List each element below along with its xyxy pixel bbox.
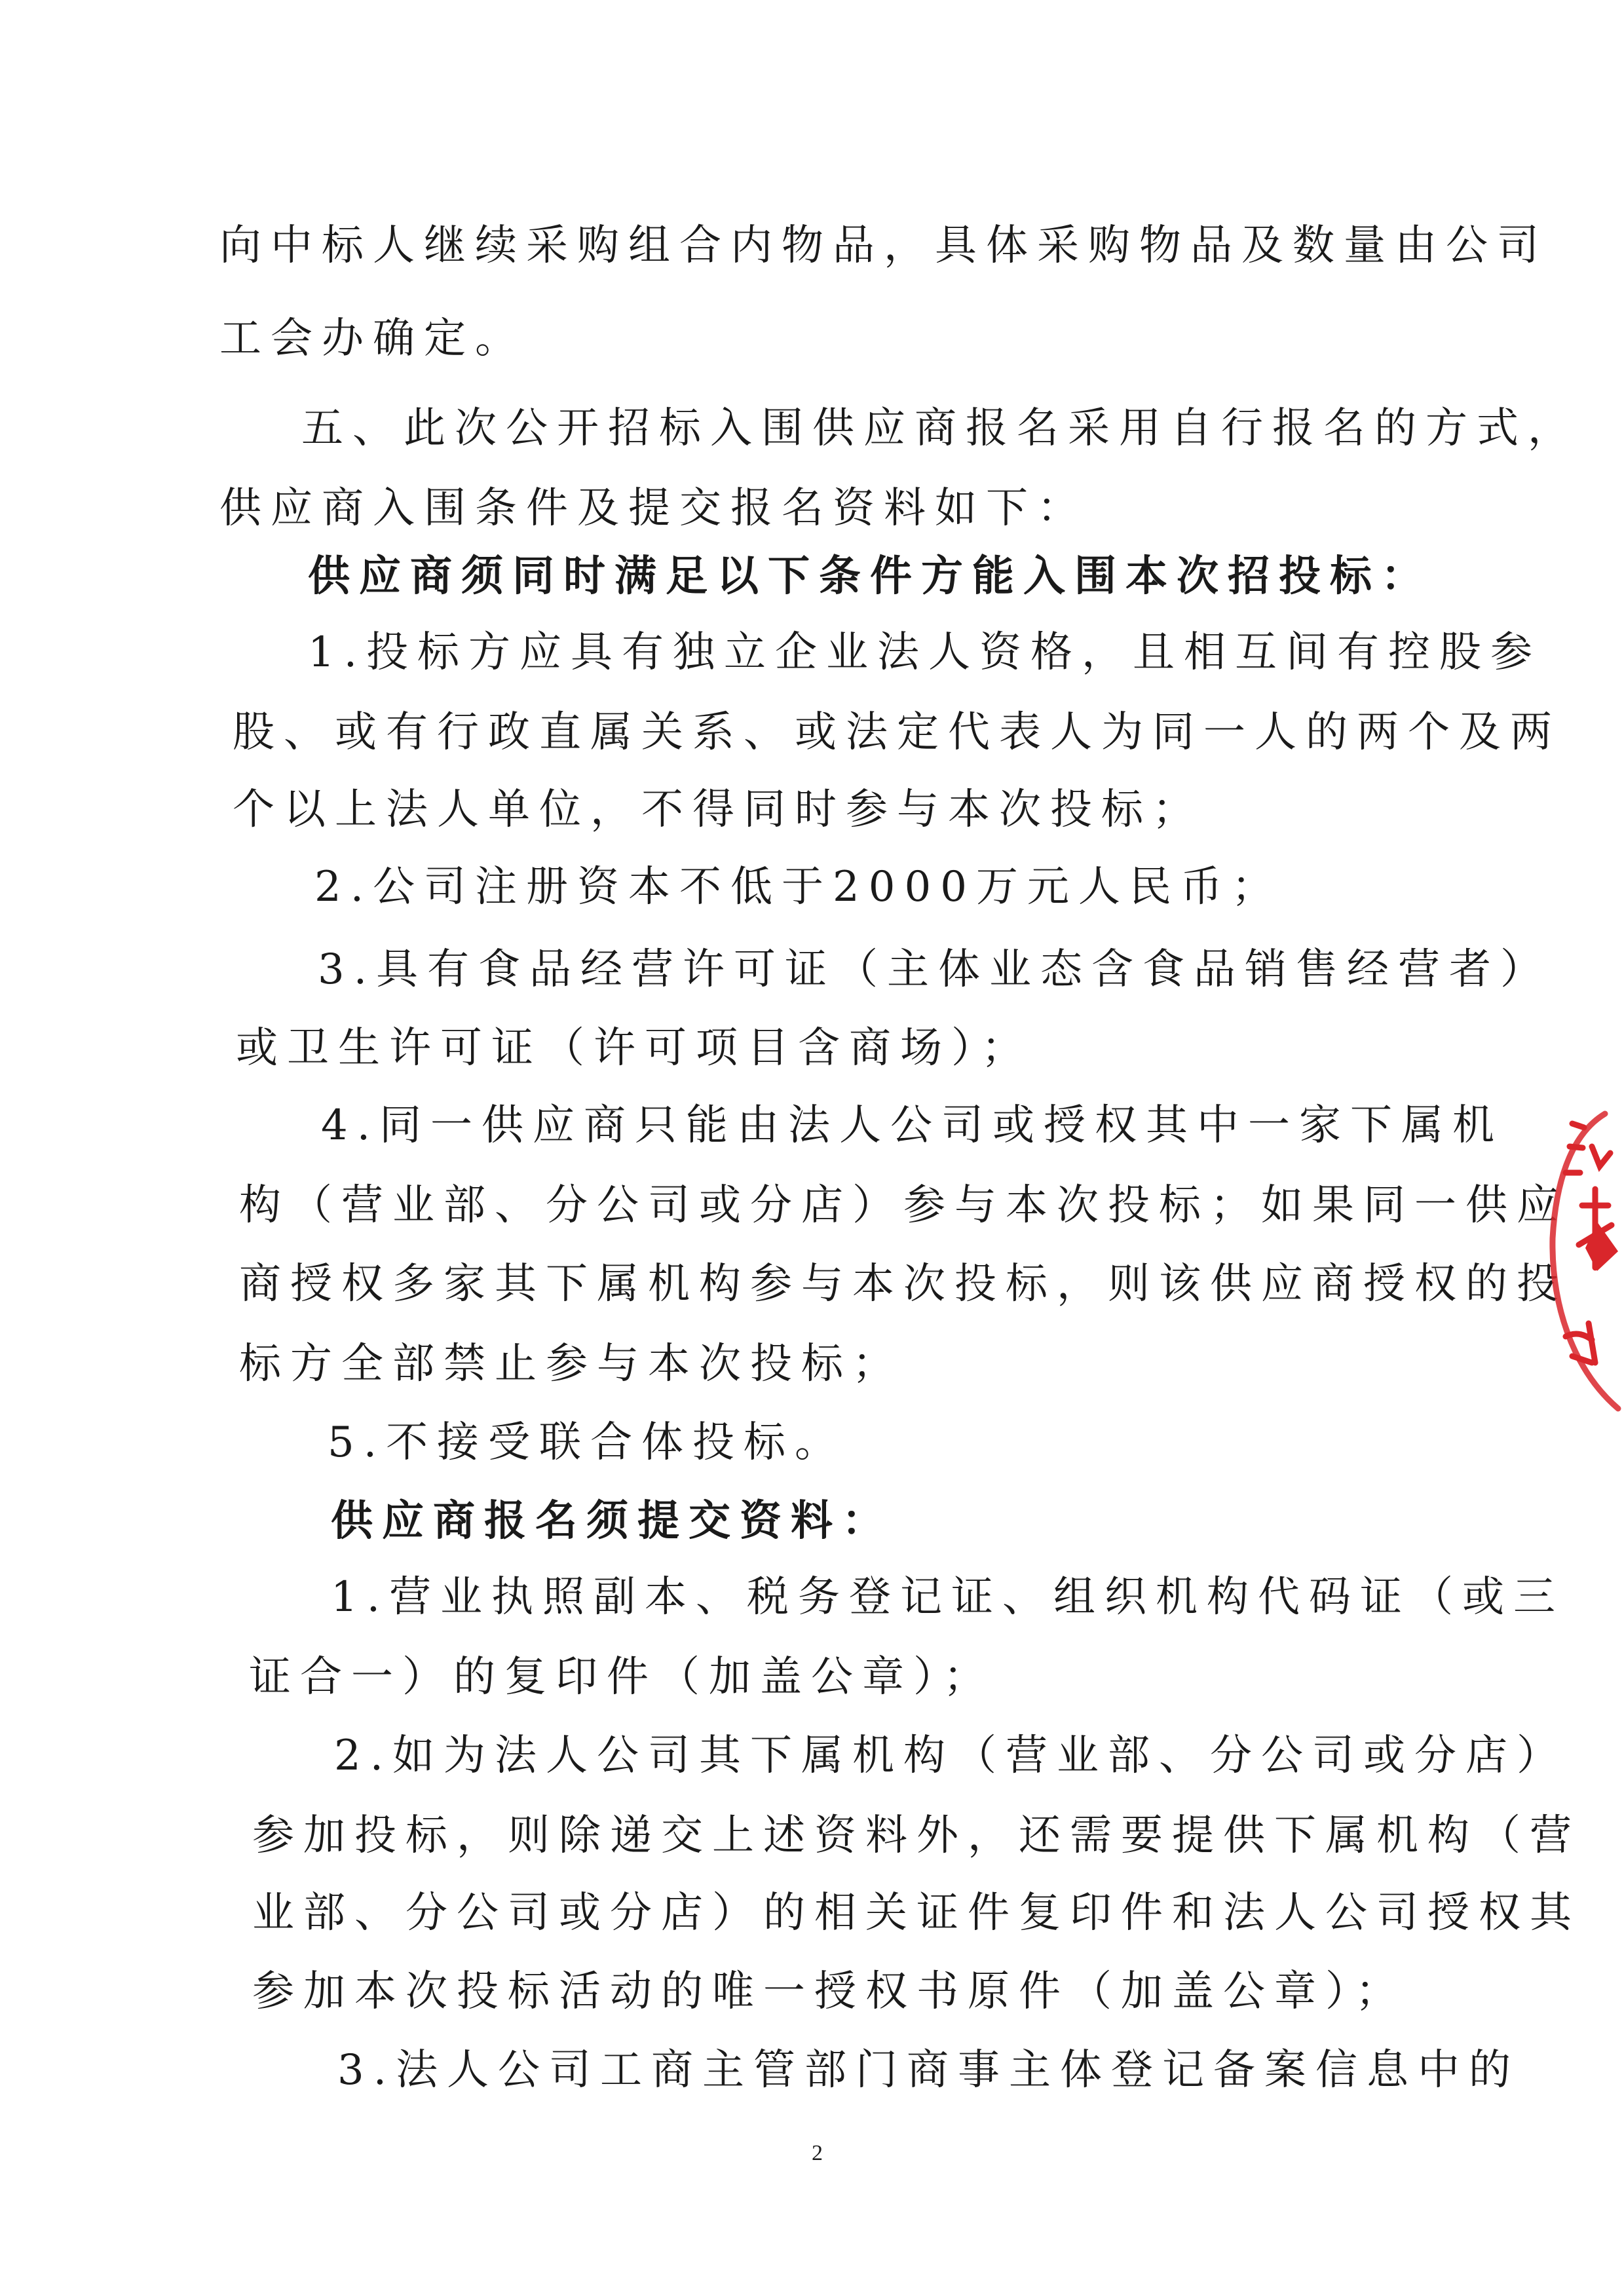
body-line: 1.投标方应具有独立企业法人资格，且相互间有控股参 [308, 628, 1542, 677]
body-line: 或卫生许可证（许可项目含商场）； [236, 1024, 1032, 1072]
section-heading: 供应商须同时满足以下条件方能入围本次招投标： [308, 552, 1432, 601]
body-line: 供应商入围条件及提交报名资料如下： [219, 484, 1088, 533]
body-line: 商授权多家其下属机构参与本次投标，则该供应商授权的投 [239, 1260, 1568, 1308]
body-line: 五、此次公开招标入围供应商报名采用自行报名的方式， [301, 404, 1579, 453]
body-line: 5.不接受联合体投标。 [328, 1418, 846, 1467]
body-line: 业部、分公司或分店）的相关证件复印件和法人公司授权其 [252, 1889, 1581, 1937]
body-line: 3.法人公司工商主管部门商事主体登记备案信息中的 [337, 2046, 1520, 2094]
body-line: 构（营业部、分公司或分店）参与本次投标；如果同一供应 [239, 1181, 1568, 1230]
section-heading: 供应商报名须提交资料： [331, 1497, 893, 1545]
body-line: 1.营业执照副本、税务登记证、组织机构代码证（或三 [331, 1573, 1565, 1621]
body-line: 个以上法人单位，不得同时参与本次投标； [233, 786, 1203, 834]
body-line: 参加本次投标活动的唯一授权书原件（加盖公章）； [252, 1967, 1407, 2016]
body-line: 4.同一供应商只能由法人公司或授权其中一家下属机 [321, 1101, 1504, 1150]
page-number: 2 [812, 2141, 823, 2165]
body-line: 证合一）的复印件（加盖公章）； [249, 1653, 994, 1701]
body-line: 标方全部禁止参与本次投标； [239, 1340, 903, 1388]
body-line: 3.具有食品经营许可证（主体业态含食品销售经营者） [318, 945, 1552, 994]
seal-stamp-icon [1526, 1107, 1624, 1415]
body-line: 2.公司注册资本不低于2000万元人民币； [314, 863, 1283, 911]
body-line: 股、或有行政直属关系、或法定代表人为同一人的两个及两 [233, 708, 1561, 757]
body-line: 2.如为法人公司其下属机构（营业部、分公司或分店） [334, 1732, 1568, 1780]
body-line: 向中标人继续采购组合内物品，具体采购物品及数量由公司 [219, 221, 1548, 270]
body-line: 参加投标，则除递交上述资料外，还需要提供下属机构（营 [252, 1811, 1581, 1860]
body-line: 工会办确定。 [219, 314, 526, 363]
